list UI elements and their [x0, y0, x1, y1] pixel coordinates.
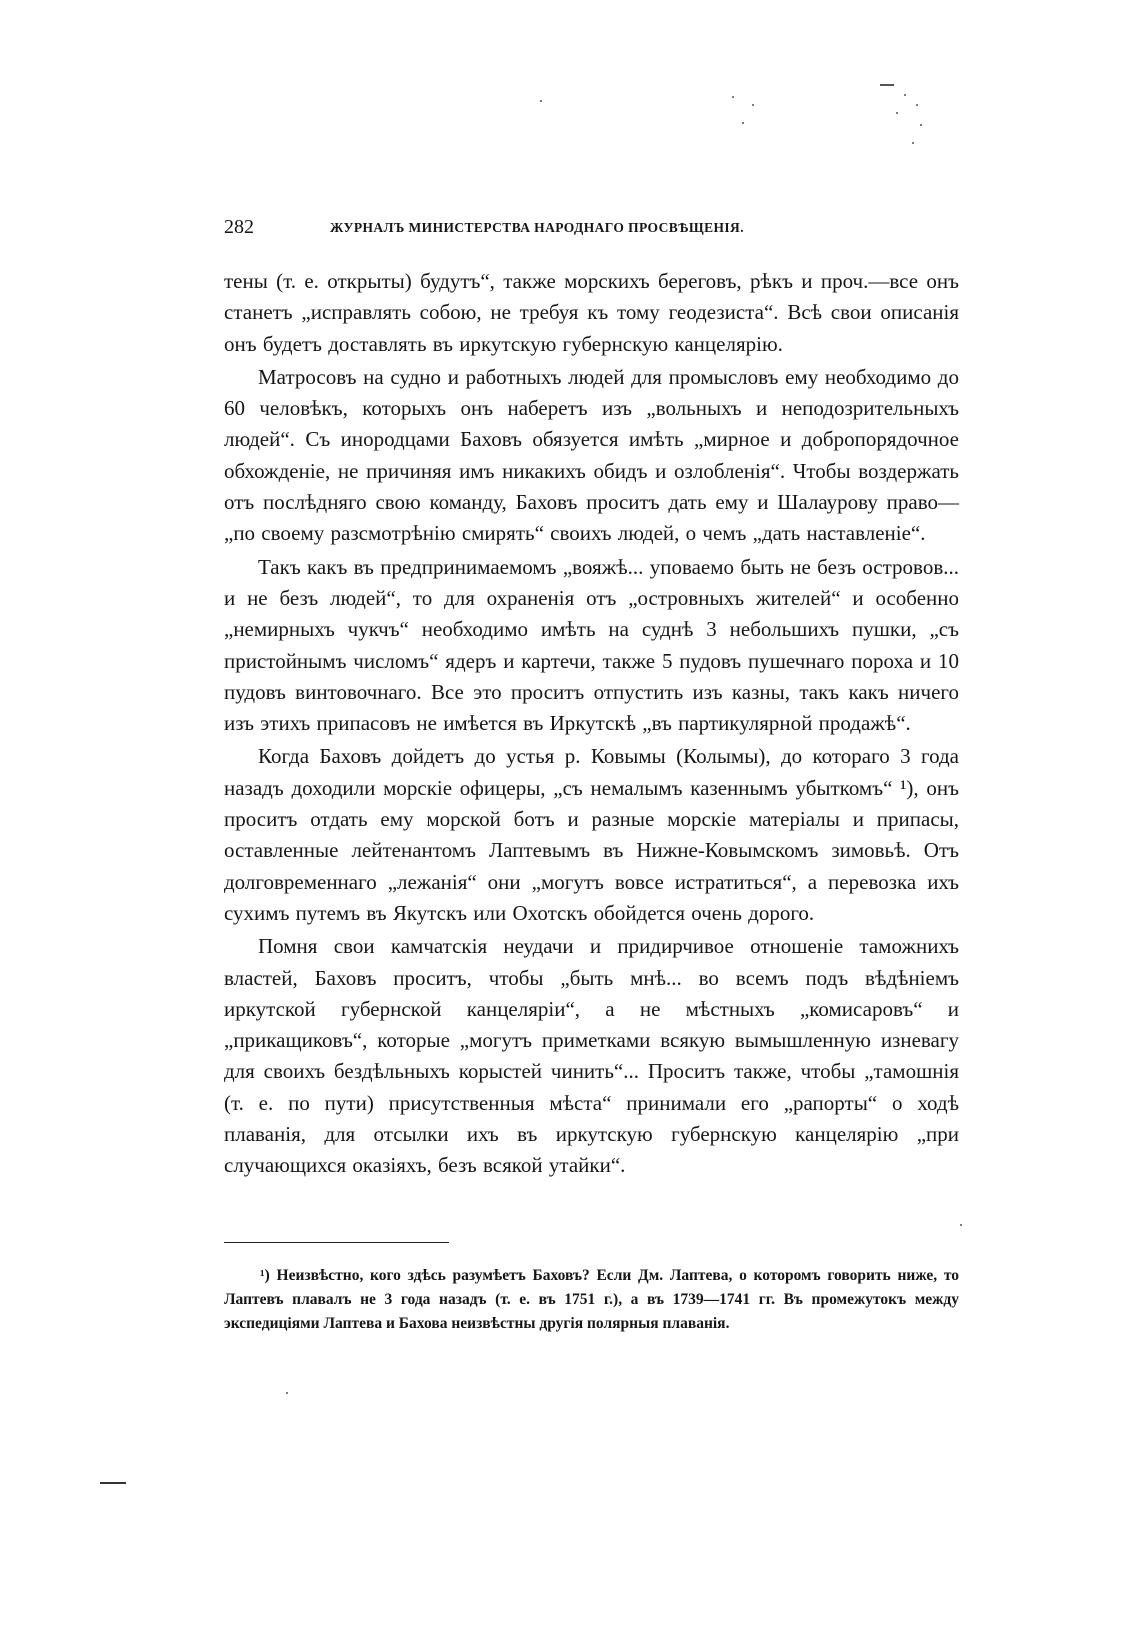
scan-speck — [904, 94, 906, 96]
scan-speck — [960, 1224, 962, 1226]
running-head: ЖУРНАЛЪ МИНИСТЕРСТВА НАРОДНАГО ПРОСВѢЩЕНІЯ. — [330, 220, 744, 235]
scan-speck — [912, 142, 914, 144]
paragraph-continuation: тены (т. е. открыты) будутъ“, также морскихъ береговъ, рѣкъ и проч.—все онъ станетъ „исправлять собою, не требуя къ тому геодезиста“. Всѣ свои описанія онъ будетъ доставлять въ иркутскую губернскую канцелярію. — [224, 269, 959, 356]
scan-speck — [742, 122, 744, 124]
page-header — [224, 216, 844, 246]
scan-edge-mark — [100, 1482, 126, 1484]
scan-speck — [896, 112, 898, 114]
scan-speck — [540, 100, 542, 102]
paragraph-authorities: Помня свои камчатскія неудачи и придирчивое отношеніе таможнихъ властей, Баховъ проситъ, чтобы „быть мнѣ... во всемъ подъ вѣдѣніемъ иркутской губернской канцеляріи“, а не мѣстныхъ „комисаровъ“ и „прикащиковъ“, которые „могутъ приметками всякую вымышленную изневагу для своихъ бездѣльныхъ корыстей чинить“... Проситъ также, чтобы „тамошнія (т. е. по пути) присутственныя мѣста“ принимали его „рапорты“ о ходѣ плаванія, для отсылки ихъ въ иркутскую губернскую канцелярію „при случающихся оказіяхъ, безъ всякой утайки“. — [224, 934, 959, 1178]
scan-speck — [732, 96, 734, 98]
footnote-divider — [224, 1242, 449, 1243]
scan-speck — [916, 104, 918, 106]
footnote: ¹) Неизвѣстно, кого здѣсь разумѣетъ Баховъ? Если Дм. Лаптева, о которомъ говорить ниже, то Лаптевъ плавалъ не 3 года назадъ (т. е. въ 1751 г.), а въ 1739—1741 гг. Въ промежутокъ между экспедиціями Лаптева и Бахова неизвѣстны другія полярныя плаванія. — [224, 1267, 959, 1332]
page-number: 282 — [224, 216, 254, 238]
paragraph-crew: Матросовъ на судно и работныхъ людей для промысловъ ему необходимо до 60 человѣкъ, которыхъ онъ наберетъ изъ „вольныхъ и неподозрительныхъ людей“. Съ инородцами Баховъ обязуется имѣть „мирное и добропорядочное обхожденіе, не причиняя имъ никакихъ обидъ и озлобленія“. Чтобы воздержать отъ послѣдняго свою команду, Баховъ проситъ дать ему и Шалаурову право—„по своему разсмотрѣнію смирять“ своихъ людей, о чемъ „дать наставленіе“. — [224, 364, 959, 546]
paragraph-kolyma: Когда Баховъ дойдетъ до устья р. Ковымы (Колымы), до котораго 3 года назадъ доходили морскіе офицеры, „съ немалымъ казеннымъ убыткомъ“ ¹), онъ проситъ отдать ему морской ботъ и разные морскіе матеріалы и припасы, оставленные лейтенантомъ Лаптевымъ въ Нижне-Ковымскомъ зимовьѣ. Отъ долговременнаго „лежанія“ они „могутъ вовсе истратиться“, а перевозка ихъ сухимъ путемъ въ Якутскъ или Охотскъ обойдется очень дорого. — [224, 744, 959, 925]
scan-speck — [880, 84, 894, 86]
body-text — [224, 266, 959, 1182]
paragraph-armament: Такъ какъ въ предпринимаемомъ „вояжѣ... уповаемо быть не безъ островов... и не безъ людей“, то для охраненія отъ „островныхъ жителей“ и особенно „немирныхъ чукчъ“ необходимо имѣть на суднѣ 3 небольшихъ пушки, „съ пристойнымъ числомъ“ ядеръ и картечи, также 5 пудовъ пушечнаго пороха и 10 пудовъ винтовочнаго. Все это проситъ отпустить изъ казны, такъ какъ ничего изъ этихъ припасовъ не имѣется въ Иркутскѣ „въ партикулярной продажѣ“. — [224, 554, 959, 736]
scan-speck — [752, 104, 754, 106]
scan-speck — [920, 124, 922, 126]
scan-speck — [286, 1392, 288, 1394]
